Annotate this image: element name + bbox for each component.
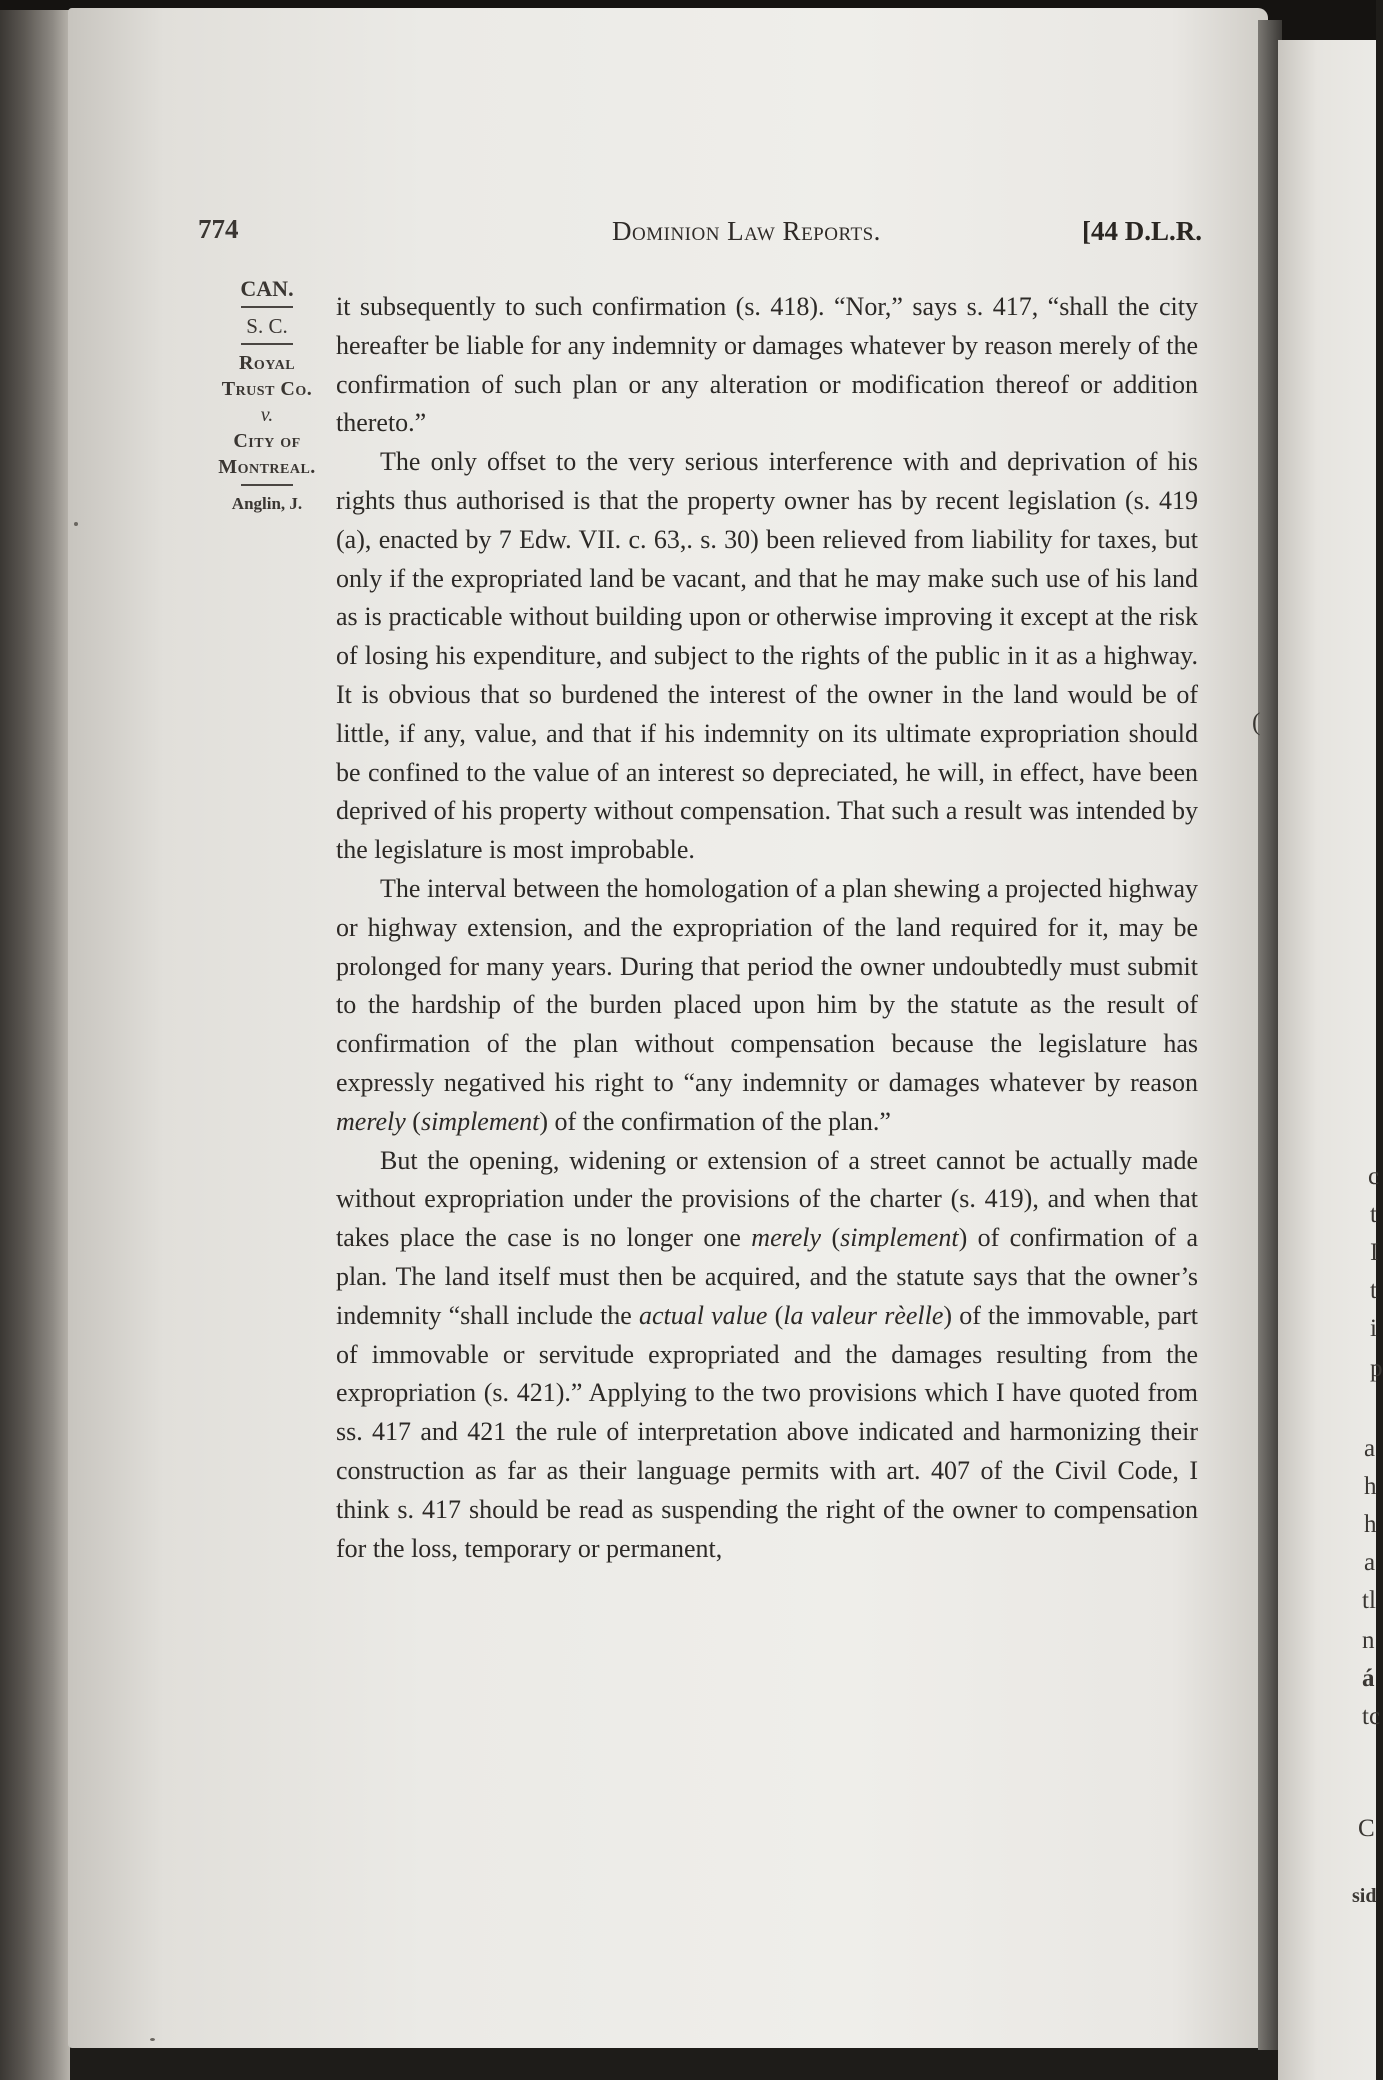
book-page [68, 8, 1268, 2048]
facing-page-fragment: n [1362, 1627, 1375, 1654]
book-binding [0, 10, 70, 2080]
facing-page-fragment: ( [1252, 709, 1261, 736]
facing-page-fragment: p [1370, 1355, 1383, 1382]
margin-rule [241, 484, 293, 486]
volume-reference: [44 D.L.R. [1082, 216, 1202, 246]
margin-court: CAN. [240, 276, 294, 301]
facing-page-fragment: h [1364, 1511, 1377, 1538]
margin-party-2-line-1: City of [233, 430, 301, 452]
facing-page-fragment: c [1368, 1163, 1380, 1190]
paragraph-4-text-b: ( [821, 1223, 841, 1253]
facing-page-fragment: tc [1362, 1703, 1381, 1730]
paragraph-3-text-a: The interval between the homologation of a plan shewing a projected highway or highway extension, and the expropriation of the land required for it, may be prolonged for many years. During that period the owner undoubtedly must submit to the hardship of the burden placed upon him by the statute as the result of confirmation of the plan without compensation because the legislature has expressly negatived his right to “any indemnity or damages whatever by reason [336, 873, 1198, 1097]
facing-page-fragment: t [1370, 1277, 1377, 1304]
paragraph-2: The only offset to the very serious interference with and deprivation of his rights thus authorised is that the property owner has by recent legislation (s. 419 (a), enacted by 7 Edw. VII. c. 63,. s. 30) been relieved from liability for taxes, but only if the expropriated land be vacant, and that he may make such use of his land as is practicable without building upon or otherwise improving it except at the risk of losing his expenditure, and subject to the rights of the public in it as a highway. It is obvious that so burdened the interest of the owner in the land would be of little, if any, value, and that if his indemnity on its ultimate expropriation should be confined to the value of an interest so depreciated, he will, in effect, have been deprived of his property without compensation. That such a result was intended by the legislature is most improbable. [336, 447, 1198, 865]
paragraph-3-text-b: ( [405, 1106, 421, 1136]
paragraph-3 [336, 870, 1198, 1142]
margin-judge: Anglin, J. [231, 494, 303, 513]
margin-party-1-line-1: Royal [238, 352, 296, 374]
paragraph-4-text-c: ) of confirmation of a plan. The land itself must then be acquired, and the statute says that the owner’s indemnity “shall include the [336, 1223, 1198, 1330]
facing-page-fragment: C [1358, 1815, 1375, 1842]
scan-speck [74, 522, 78, 526]
margin-rule [241, 343, 293, 345]
facing-page-fragment: t [1370, 1201, 1377, 1228]
paragraph-3-simplement: simplement [420, 1106, 540, 1136]
paragraph-3-text-c: ) of the confirmation of the plan.” [539, 1106, 891, 1136]
paragraph-4-text-a: But the opening, widening or extension of a street cannot be actually made without expropriation under the provisions of the charter (s. 419), and when that takes place the case is no longer one [336, 1145, 1198, 1253]
journal-title: Dominion Law Reports. [612, 216, 881, 246]
page-number: 774 [198, 214, 239, 244]
margin-party-1-line-2: Trust Co. [221, 378, 313, 400]
facing-page [1252, 40, 1383, 2080]
facing-page-fragment: h [1364, 1473, 1377, 1500]
paragraph-4-valeur-reelle: la valeur rèelle [783, 1300, 944, 1330]
margin-division: S. C. [246, 314, 288, 338]
paragraph-4-merely: merely [751, 1223, 822, 1253]
facing-page-fragment: I [1370, 1239, 1379, 1266]
facing-page-fragment: tl [1362, 1587, 1376, 1614]
margin-versus: v. [260, 404, 274, 426]
body-text [336, 288, 1198, 1568]
facing-page-fragment: á [1362, 1665, 1375, 1692]
paragraph-3-merely: merely [336, 1106, 406, 1136]
facing-page-fragment: a [1364, 1549, 1376, 1576]
scan-speck [150, 2038, 155, 2041]
facing-page-fragment: a [1364, 1435, 1376, 1462]
paragraph-4-text-e: ) of the immovable, part of immovable or servitude expropriated and the damages resulting from the expropriation (s. 421).” Applying to the two provisions which I have quoted from ss. 417 and 421 the rule of interpretation above indicated and harmonizing their construction as far as their language permits with art. 407 of the Civil Code, I think s. 417 should be read as suspending the right of the owner to compensation for the loss, temporary or permanent, [336, 1300, 1198, 1563]
paragraph-4-text-d: ( [767, 1300, 784, 1330]
margin-rule [241, 306, 293, 308]
facing-page-fragment: sid [1352, 1885, 1377, 1907]
paragraph-4-actual-value: actual value [638, 1300, 768, 1330]
paragraph-1: it subsequently to such confirmation (s. 418). “Nor,” says s. 417, “shall the city hereafter be liable for any indemnity or damages whatever by reason merely of the confirmation of such plan or any alteration or modification thereof or addition thereto.” [336, 292, 1198, 438]
paragraph-4 [336, 1142, 1198, 1569]
paragraph-4-simplement: simplement [840, 1223, 959, 1253]
margin-note [196, 276, 338, 517]
margin-party-2-line-2: Montreal. [218, 456, 316, 478]
facing-page-fragment: i [1370, 1315, 1377, 1342]
